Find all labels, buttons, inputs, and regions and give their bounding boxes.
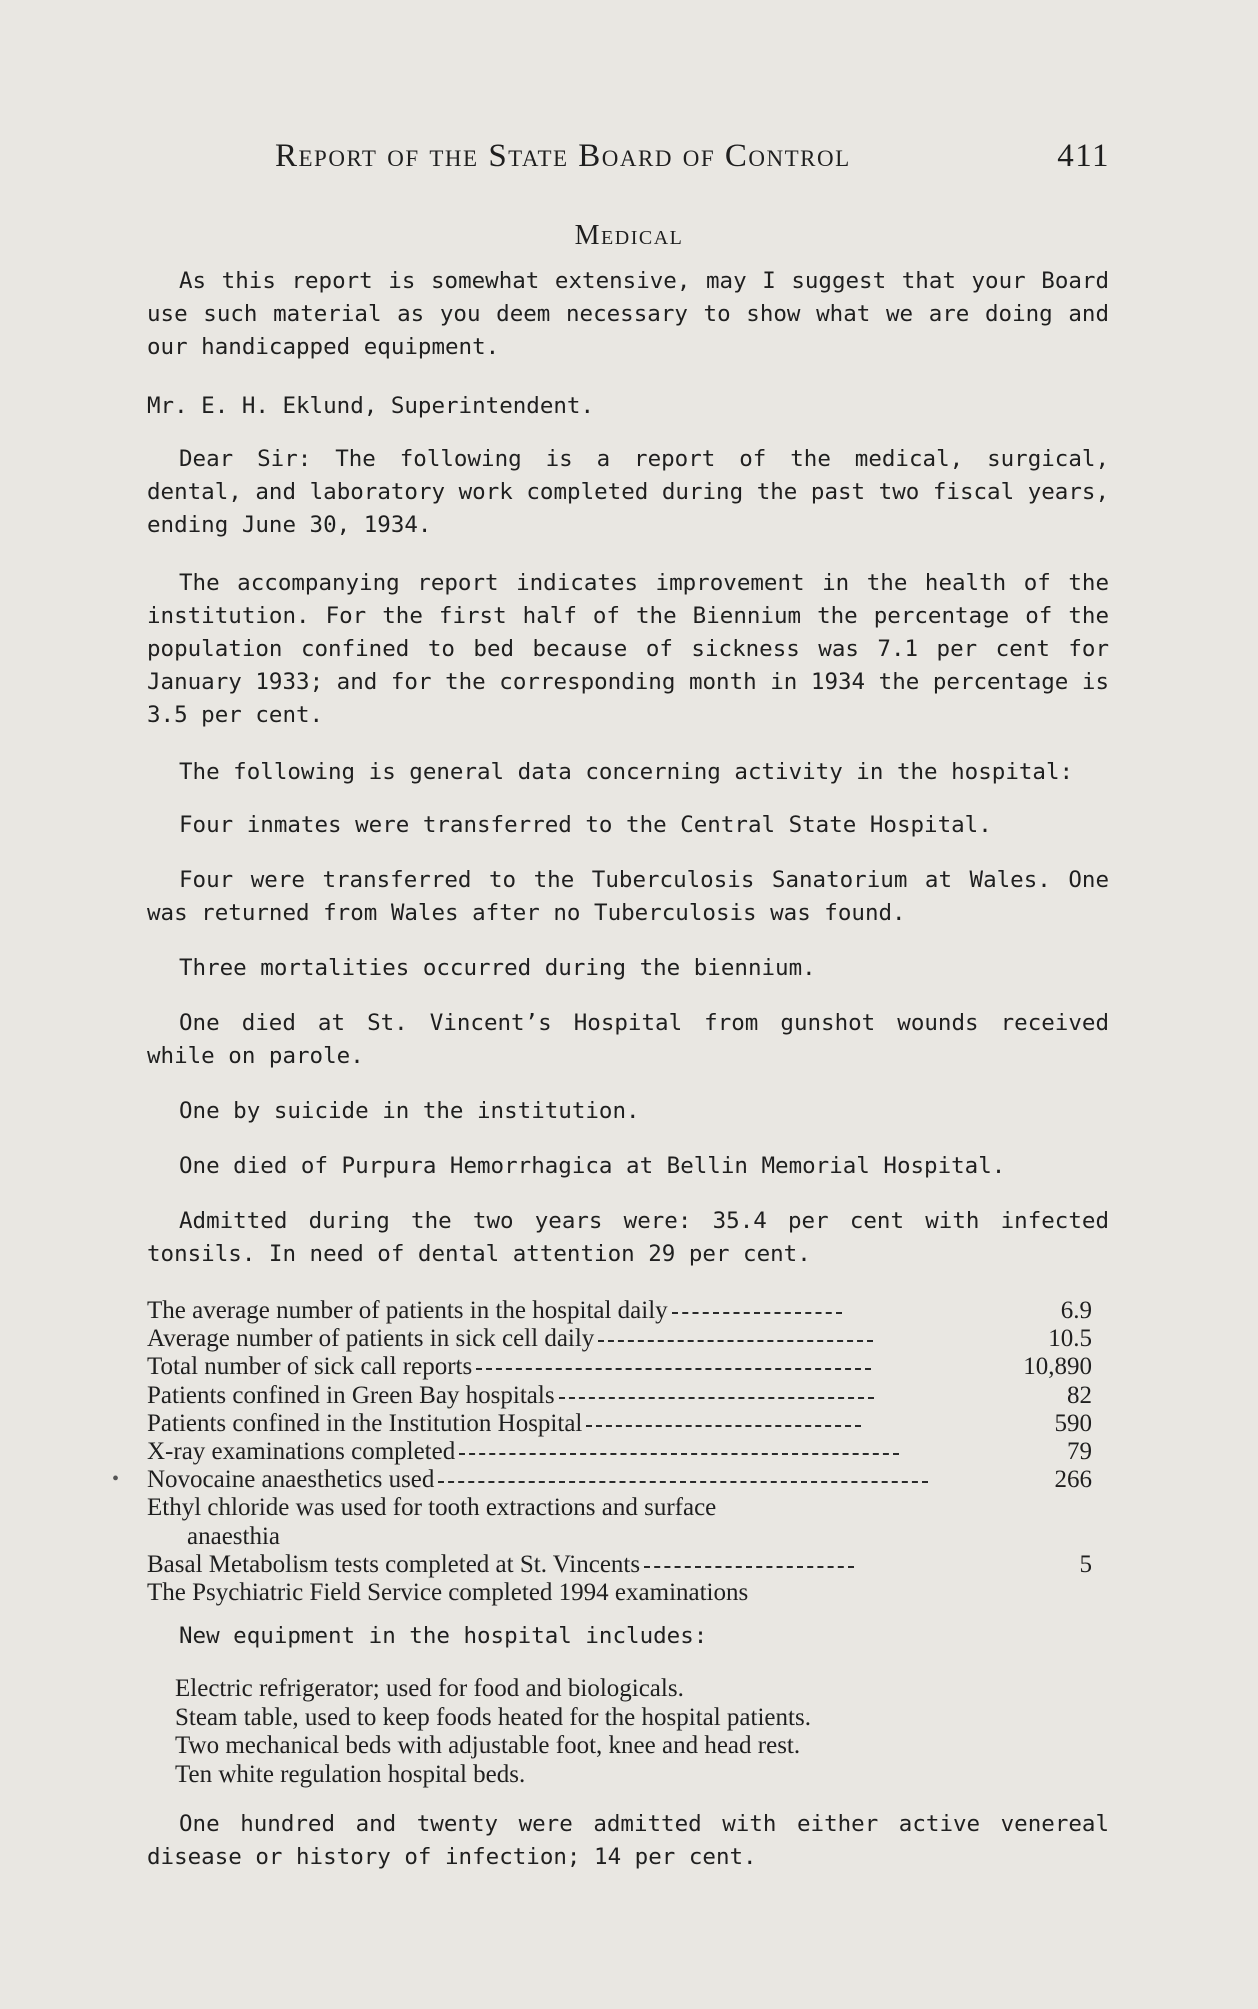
leader-dots [559,1397,874,1399]
stat-value: 79 [1067,1437,1092,1465]
paragraph-venereal: One hundred and twenty were admitted with either active venereal disease or history of infection; 14 per cent. [147,1811,1109,1870]
statistics-table [147,1297,1092,1607]
stat-label: The average number of patients in the hospital daily [147,1297,668,1324]
list-item: Two mechanical beds with adjustable foot, knee and head rest. [175,1732,801,1759]
paragraph-transfer-wales: Four were transferred to the Tuberculosis Sanatorium at Wales. One was returned from Wales after no Tuberculosis was found. [147,867,1109,926]
leader-dots [438,1481,928,1483]
stat-label: Average number of patients in sick cell daily [147,1325,595,1353]
stat-row [147,1466,1092,1494]
margin-mark: • [112,1468,120,1490]
stat-value: 10,890 [1023,1353,1092,1381]
paragraph-general-data: The following is general data concerning activity in the hospital: [179,759,1074,785]
stat-note: The Psychiatric Field Service completed 1994 examinations [147,1578,749,1606]
stat-label: Novocaine anaesthetics used [147,1466,435,1494]
stat-row [147,1551,1092,1579]
leader-dots [459,1453,899,1455]
leader-dots [586,1425,861,1427]
stat-label: Total number of sick call reports [147,1353,473,1381]
stat-label: X-ray examinations completed [147,1437,456,1465]
stat-row [147,1353,1092,1381]
header-title: Report of the State Board of Control [275,138,851,174]
stat-label: Basal Metabolism tests completed at St. Vincents [147,1550,641,1578]
page-number: 411 [1057,138,1110,174]
paragraph-addressee: Mr. E. H. Eklund, Superintendent. [147,393,595,419]
leader-dots [598,1340,873,1342]
stat-label: Patients confined in the Institution Hospital [147,1409,583,1437]
paragraph-intro: As this report is somewhat extensive, may I suggest that your Board use such material as you deem necessary to show what we are doing and our handicapped equipment. [147,268,1109,360]
stat-value: 266 [1054,1466,1092,1494]
stat-value: 82 [1067,1381,1092,1409]
stat-row [147,1410,1092,1438]
running-header [275,138,1110,186]
stat-value: 5 [1079,1550,1092,1578]
leader-dots [476,1368,871,1370]
paragraph-health-improvement: The accompanying report indicates improvement in the health of the institution. For the first half of the Biennium the percentage of the population confined to bed because of sickness was 7.1 per cent for January 1933; and for the corresponding month in 1934 the percentage is 3.5 per cent. [147,570,1109,728]
paragraph-mortalities: Three mortalities occurred during the biennium. [179,955,816,981]
stat-label: Patients confined in Green Bay hospitals [147,1381,555,1409]
stat-row [147,1382,1092,1410]
paragraph-salutation: Dear Sir: The following is a report of the medical, surgical, dental, and laboratory work completed during the past two fiscal years, ending June 30, 1934. [147,446,1109,538]
stat-note-continued: anaesthia [187,1522,281,1550]
stat-row [147,1438,1092,1466]
leader-dots [672,1312,842,1314]
leader-dots [644,1566,854,1568]
stat-row [147,1325,1092,1353]
paragraph-new-equipment: New equipment in the hospital includes: [179,1623,708,1649]
paragraph-suicide: One by suicide in the institution. [179,1098,640,1124]
stat-note: Ethyl chloride was used for tooth extractions and surface [147,1494,717,1522]
equipment-list [175,1675,1075,1789]
stat-value: 6.9 [1060,1297,1092,1324]
paragraph-admitted: Admitted during the two years were: 35.4 per cent with infected tonsils. In need of dental attention 29 per cent. [147,1208,1109,1267]
stat-row [147,1297,1092,1325]
list-item: Steam table, used to keep foods heated for the hospital patients. [175,1703,811,1731]
paragraph-transfer-central: Four inmates were transferred to the Central State Hospital. [179,812,992,838]
stat-value: 590 [1054,1409,1092,1437]
paragraph-purpura: One died of Purpura Hemorrhagica at Bellin Memorial Hospital. [179,1153,1006,1179]
stat-value: 10.5 [1048,1325,1092,1353]
list-item: Ten white regulation hospital beds. [175,1760,526,1788]
list-item: Electric refrigerator; used for food and biologicals. [175,1675,684,1702]
section-title: Medical [574,220,684,251]
paragraph-death-gunshot: One died at St. Vincent’s Hospital from gunshot wounds received while on parole. [147,1010,1109,1069]
